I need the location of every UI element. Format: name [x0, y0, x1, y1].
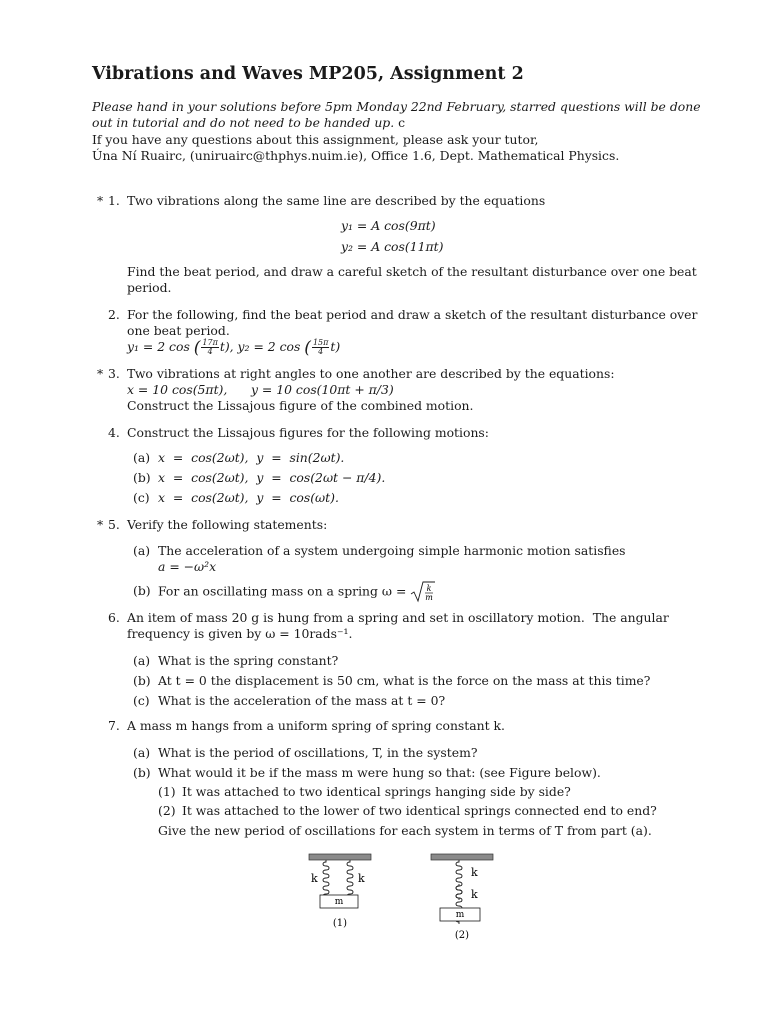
- q1-follow-line-2: period.: [127, 280, 172, 295]
- q3-equation: x = 10 cos(5πt), y = 10 cos(10πt + π/3): [127, 382, 394, 397]
- q6-part-b-label: (b): [133, 673, 151, 688]
- q5-part-b-label: (b): [133, 583, 151, 598]
- q7-sub-1-label: (1): [158, 784, 176, 799]
- springs-figure: [300, 850, 500, 950]
- q6-number: 6.: [108, 610, 120, 625]
- q7-closing: Give the new period of oscillations for each system in terms of T from part (a).: [158, 823, 652, 838]
- ceiling-bar-1: [309, 854, 371, 860]
- q4-part-a-text: x = cos(2ωt), y = sin(2ωt).: [158, 450, 345, 465]
- q6-part-c-text: What is the acceleration of the mass at t = 0?: [158, 693, 446, 708]
- spring-left-icon: [323, 860, 329, 900]
- q5-part-a-text: The acceleration of a system undergoing simple harmonic motion satisfies: [158, 543, 626, 558]
- fig2-k-bottom: k: [471, 888, 478, 901]
- q4-number: 4.: [108, 425, 120, 440]
- fig2-caption: (2): [454, 930, 470, 941]
- instructions-line-1: Please hand in your solutions before 5pm Monday 22nd February, starred questions will be done: [92, 99, 701, 114]
- q4-part-a-label: (a): [133, 450, 151, 465]
- fig2-k-top: k: [471, 866, 478, 879]
- q4-part-b-text: x = cos(2ωt), y = cos(2ωt − π/4).: [158, 470, 386, 485]
- q1-star: *: [97, 193, 104, 208]
- q2-eq-y1: y₁ = 2 cos: [127, 339, 190, 354]
- spring-right-icon: [347, 860, 353, 900]
- fig1-k-left: k: [311, 872, 318, 885]
- q4-part-c-label: (c): [133, 490, 150, 505]
- q2-line-2: one beat period.: [127, 323, 230, 338]
- figure-1-parallel-springs: [309, 854, 371, 929]
- instructions-trailing: c: [394, 115, 406, 130]
- fig1-k-right: k: [358, 872, 365, 885]
- sqrt-denominator: m: [425, 593, 434, 602]
- q5-part-a-label: (a): [133, 543, 151, 558]
- page-title: Vibrations and Waves MP205, Assignment 2: [92, 64, 524, 84]
- fig1-caption: (1): [332, 918, 348, 929]
- q7-part-b-label: (b): [133, 765, 151, 780]
- q1-text: Two vibrations along the same line are described by the equations: [127, 193, 546, 208]
- q4-part-b-label: (b): [133, 470, 151, 485]
- q5-text: Verify the following statements:: [127, 517, 328, 532]
- q2-equation: [127, 338, 340, 357]
- figure-2-series-springs: [431, 854, 493, 941]
- q7-part-a-text: What is the period of oscillations, T, in the system?: [158, 745, 478, 760]
- q6-line-2: frequency is given by ω = 10rads⁻¹.: [127, 626, 353, 641]
- q2-paren-open-2: (: [304, 338, 311, 358]
- q7-part-b-text: What would it be if the mass m were hung so that: (see Figure below).: [158, 765, 601, 780]
- q5-part-a-equation: a = −ω²x: [158, 559, 217, 574]
- q3-number: 3.: [108, 366, 120, 381]
- q7-text: A mass m hangs from a uniform spring of spring constant k.: [127, 718, 505, 733]
- sqrt-numerator: k: [426, 584, 432, 593]
- q2-frac2-num: 15π: [312, 338, 329, 347]
- fig2-mass-label: m: [455, 910, 465, 920]
- contact-line-2: Úna Ní Ruairc, (uniruairc@thphys.nuim.ie), Office 1.6, Dept. Mathematical Physics.: [92, 148, 620, 163]
- q3-line-3: Construct the Lissajous figure of the combined motion.: [127, 398, 474, 413]
- q6-part-c-label: (c): [133, 693, 150, 708]
- q2-eq-end: t): [330, 339, 341, 354]
- q1-number: 1.: [108, 193, 120, 208]
- q3-line-1: Two vibrations at right angles to one another are described by the equations:: [127, 366, 615, 381]
- q1-follow-line-1: Find the beat period, and draw a careful sketch of the resultant disturbance over one beat: [127, 264, 697, 279]
- q2-eq-sep: t), y₂ = 2 cos: [219, 339, 301, 354]
- q2-frac1-num: 17π: [202, 338, 218, 347]
- q2-number: 2.: [108, 307, 120, 322]
- q7-sub-2-text: It was attached to the lower of two identical springs connected end to end?: [182, 803, 657, 818]
- q7-part-a-label: (a): [133, 745, 151, 760]
- q1-equation-2: y₂ = A cos(11πt): [341, 239, 444, 254]
- q5-part-b: [158, 581, 436, 603]
- q5-star: *: [97, 517, 104, 532]
- q2-fraction-1: [201, 339, 218, 356]
- q2-frac2-den: 4: [318, 347, 324, 356]
- q2-line-1: For the following, find the beat period and draw a sketch of the resultant disturbance over: [127, 307, 698, 322]
- q5-part-b-text: For an oscillating mass on a spring ω =: [158, 583, 407, 599]
- contact-line-1: If you have any questions about this assignment, please ask your tutor,: [92, 132, 539, 147]
- q2-paren-open-1: (: [193, 338, 201, 358]
- q7-sub-1-text: It was attached to two identical springs hanging side by side?: [182, 784, 571, 799]
- q7-sub-2-label: (2): [158, 803, 176, 818]
- q7-number: 7.: [108, 718, 120, 733]
- q6-part-a-text: What is the spring constant?: [158, 653, 339, 668]
- q4-part-c-text: x = cos(2ωt), y = cos(ωt).: [158, 490, 339, 505]
- fig1-mass-label: m: [334, 897, 344, 907]
- q4-text: Construct the Lissajous figures for the following motions:: [127, 425, 489, 440]
- q1-equation-1: y₁ = A cos(9πt): [341, 218, 436, 233]
- ceiling-bar-2: [431, 854, 493, 860]
- instructions-text: out in tutorial and do not need to be handed up.: [92, 115, 395, 130]
- q3-star: *: [97, 366, 104, 381]
- q6-line-1: An item of mass 20 g is hung from a spring and set in oscillatory motion. The angular: [127, 610, 669, 625]
- sqrt-svg: [410, 581, 436, 603]
- instructions-line-2: [92, 115, 405, 131]
- sqrt-symbol: [410, 581, 436, 603]
- q2-fraction-2: [312, 339, 329, 356]
- q2-frac1-den: 4: [207, 347, 213, 356]
- q6-part-a-label: (a): [133, 653, 151, 668]
- q5-number: 5.: [108, 517, 120, 532]
- q6-part-b-text: At t = 0 the displacement is 50 cm, what is the force on the mass at this time?: [158, 673, 651, 688]
